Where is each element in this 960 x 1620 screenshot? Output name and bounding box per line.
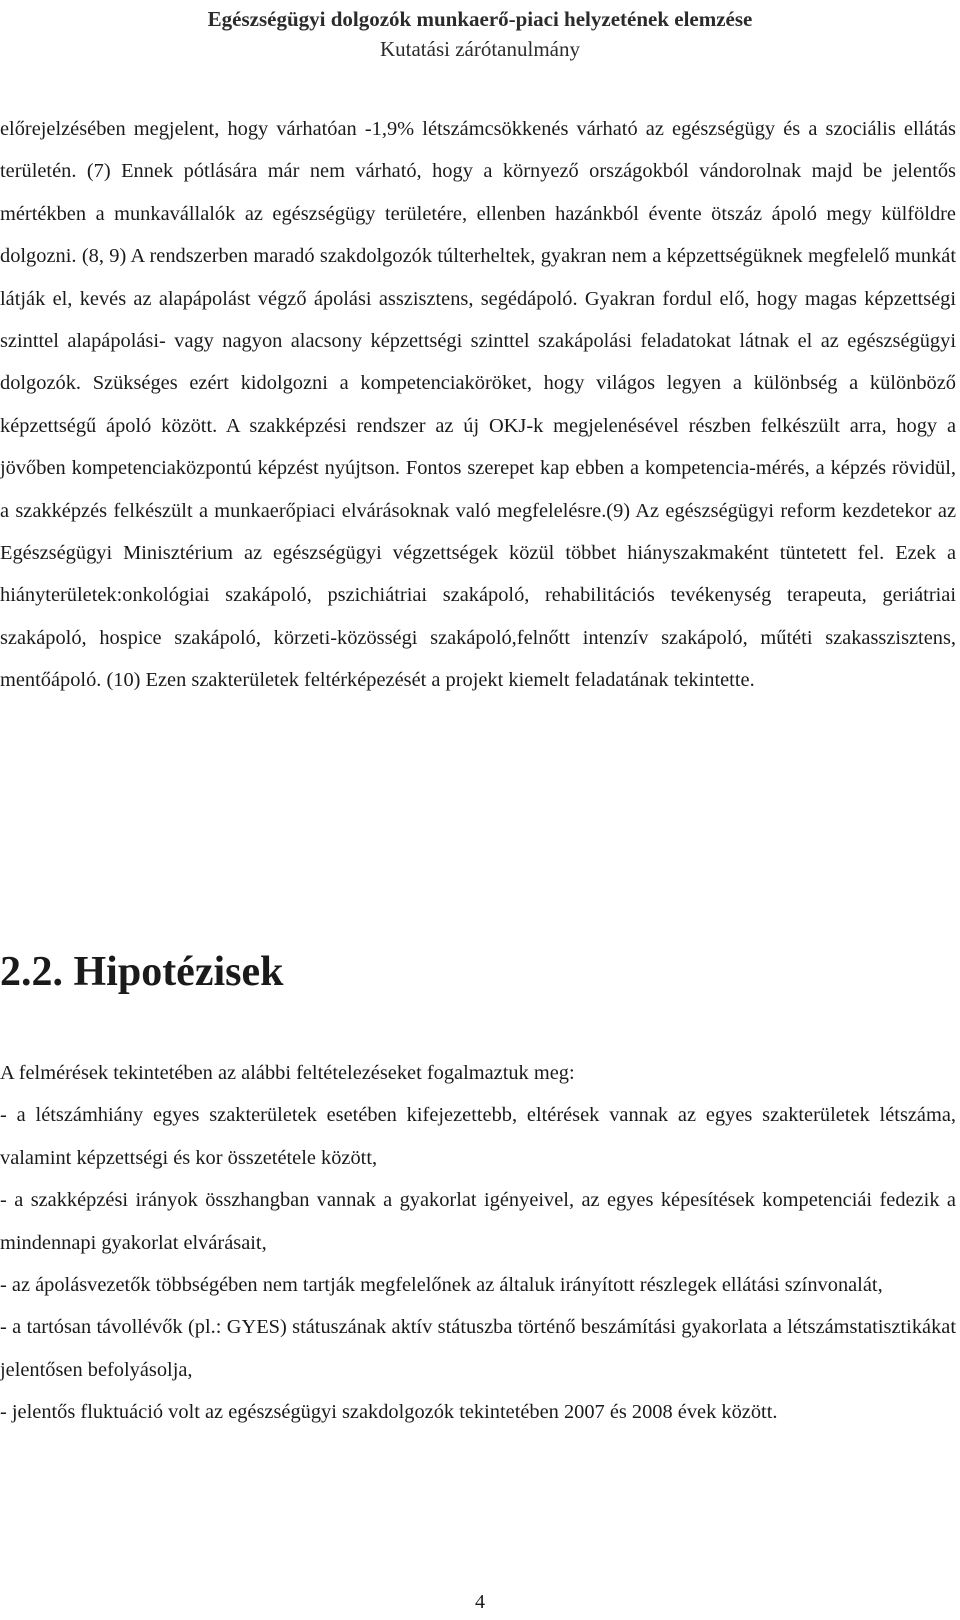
- section-heading: 2.2. Hipotézisek: [0, 949, 284, 995]
- header-subtitle: Kutatási zárótanulmány: [379, 37, 580, 61]
- hypothesis-item: - a szakképzési irányok összhangban vannak a gyakorlat igényeivel, az egyes képesítések kompetenciái fedezik a mindennapi gyakorlat elvárásait,: [0, 1189, 956, 1254]
- hypothesis-item: - a létszámhiány egyes szakterületek esetében kifejezettebb, eltérések vannak az egyes szakterületek létszáma, valamint képzettségi és kor összetétele között,: [0, 1104, 956, 1169]
- body-paragraph: előrejelzésében megjelent, hogy várhatóan -1,9% létszámcsökkenés várható az egészségügy és a szociális ellátás területén. (7) Ennek pótlására már nem várható, hogy a környező országokból vándorolnak majd be jelentős mértékben a munkavállalók az egészségügy területére, ellenben hazánkból évente ötszáz ápoló megy külföldre dolgozni. (8, 9) A rendszerben maradó szakdolgozók túlterheltek, gyakran nem a képzettségüknek megfelelő munkát látják el, kevés az alapápolást végző ápolási asszisztens, segédápoló. Gyakran fordul elő, hogy magas képzettségi szinttel alapápolási- vagy nagyon alacsony képzettségi szinttel szakápolási feladatokat látnak el az egészségügyi dolgozók. Szükséges ezért kidolgozni a kompetenciaköröket, hogy világos legyen a különbség a különböző képzettségű ápoló között. A szakképzési rendszer az új OKJ-k megjelenésével részben felkészült arra, hogy a jövőben kompetenciaközpontú képzést nyújtson. Fontos szerepet kap ebben a kompetencia-mérés, a képzés rövidül, a szakképzés felkészült a munkaerőpiaci elvárásoknak való megfelelésre.(9) Az egészségügyi reform kezdetekor az Egészségügyi Minisztérium az egészségügyi végzettségek közül többet hiányszakmaként tüntetett fel. Ezek a hiányterületek:onkológiai szakápoló, pszichiátriai szakápoló, rehabilitációs tevékenység terapeuta, geriátriai szakápoló, hospice szakápoló, körzeti-közösségi szakápoló,felnőtt intenzív szakápoló, műtéti szakasszisztens, mentőápoló. (10) Ezen szakterületek feltérképezését a projekt kiemelt feladatának tekintette.: [0, 118, 956, 692]
- hypotheses-intro: A felmérések tekintetében az alábbi feltételezéseket fogalmaztuk meg:: [0, 1062, 575, 1084]
- page-number: 4: [475, 1591, 485, 1613]
- hypotheses-block: [0, 1052, 956, 1434]
- header-title: Egészségügyi dolgozók munkaerő-piaci helyzetének elemzése: [207, 7, 753, 31]
- running-header: [0, 4, 960, 64]
- hypothesis-item: - jelentős fluktuáció volt az egészségügyi szakdolgozók tekintetében 2007 és 2008 évek között.: [0, 1401, 778, 1424]
- hypothesis-item: - a tartósan távollévők (pl.: GYES) státuszának aktív státuszba történő beszámítási gyakorlata a létszámstatisztikákat jelentősen befolyásolja,: [0, 1316, 956, 1381]
- hypothesis-item: - az ápolásvezetők többségében nem tartják megfelelőnek az általuk irányított részlegek ellátási színvonalát,: [0, 1274, 883, 1297]
